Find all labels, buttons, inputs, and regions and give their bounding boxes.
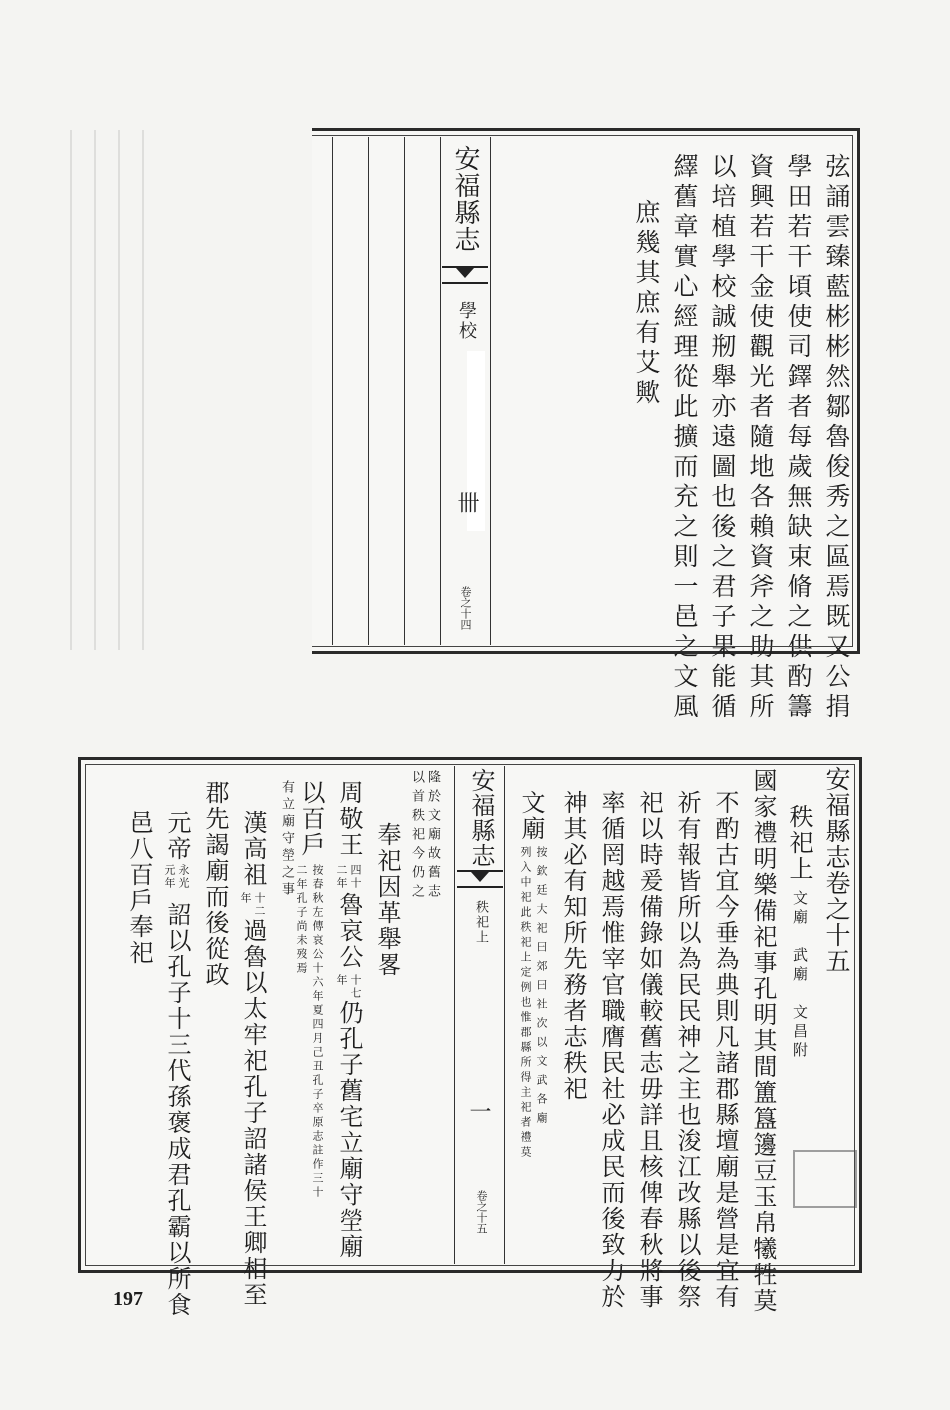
top-text-column-4: 以培植學校誠剏舉亦遠圖也後之君子果能循	[708, 153, 737, 723]
top-margin-title: 安福縣志	[450, 145, 480, 253]
wenmiao-note-d: 以首秩祀今仍之	[409, 770, 424, 903]
history-limiao: 有立廟守塋之事	[279, 780, 294, 899]
history-lu-note-b: 年	[335, 974, 348, 987]
top-text-column-2: 學田若干頃使司鐸者每歲無缺束脩之供酌籌	[784, 153, 813, 723]
top-page	[312, 128, 860, 723]
top-empty-rule-1	[332, 137, 333, 645]
page-number: 197	[113, 1288, 143, 1310]
bottom-text-column-6: 神其必有知所先務者志秩祀	[559, 790, 587, 1102]
bottom-margin-folio: 一	[466, 1100, 491, 1124]
top-margin-section: 學校	[456, 301, 477, 341]
bottom-margin-section: 秩祀上	[473, 900, 488, 945]
bleed-through-shadow	[70, 130, 165, 650]
history-yi-babaihu: 邑八百戶奉祀	[125, 810, 153, 966]
history-zhou-note-a: 四十	[349, 864, 362, 890]
top-empty-rule-2	[368, 137, 369, 645]
top-text-column-3: 資興若干金使觀光者隨地各賴資斧之助其所	[746, 153, 775, 723]
history-han-note-b: 年	[239, 892, 252, 905]
bottom-fish-tail-ornament	[457, 870, 503, 888]
history-lu-note-a: 十七	[349, 974, 362, 1000]
history-han-note-a: 十二	[253, 892, 266, 918]
bottom-heading-subtitle-items: 文廟 武廟 文昌附	[791, 890, 809, 1061]
history-yuandi-note-b: 元年	[163, 864, 176, 890]
library-seal-stamp	[793, 1150, 857, 1208]
history-yuandi: 元帝	[163, 810, 191, 862]
top-text-column-1: 弦誦雲臻藍彬彬然鄒魯俊秀之區焉既又公捐	[822, 153, 851, 723]
bottom-text-column-3: 祈有報皆所以為民民神之主也浚江改縣以後祭	[673, 790, 701, 1310]
history-han-gaozu: 漢高祖	[239, 810, 267, 888]
bottom-heading-subtitle: 秩祀上	[785, 804, 813, 882]
bottom-text-column-2: 不酌古宜今垂為典則凡諸郡縣壇廟是營是宜有	[711, 790, 739, 1310]
history-lu-aigong: 魯哀公	[335, 892, 363, 970]
bottom-margin-volume: 卷之十五	[475, 1190, 488, 1234]
top-text-column-6: 庶幾其庶有艾歟	[632, 199, 661, 409]
history-baihu-note-a: 按春秋左傳哀公十六年夏四月己丑孔子卒原志註作三十	[311, 864, 324, 1200]
history-junxian: 郡先謁廟而後從政	[201, 780, 229, 988]
history-baihu-note-b: 二年孔子尚未歿焉	[295, 864, 308, 976]
history-zhou-note-b: 二年	[335, 864, 348, 890]
top-text-column-5: 繹舊章實心經理從此擴而充之則一邑之文風	[670, 153, 699, 723]
top-margin-volume: 卷之十四	[459, 586, 472, 630]
wenmiao-note-c: 隆於文廟故舊志	[425, 770, 440, 903]
wenmiao-title: 文廟	[517, 790, 545, 842]
history-zhou-continuation: 仍孔子舊宅立廟守塋廟	[335, 1000, 363, 1260]
bottom-margin-title: 安福縣志	[467, 768, 495, 868]
history-heading: 奉祀因革舉畧	[373, 822, 401, 978]
top-empty-rule-3	[404, 137, 405, 645]
history-yuandi-continuation: 詔以孔子十三代孫褒成君孔霸以所食	[163, 902, 191, 1318]
top-margin-rule-left	[440, 137, 441, 645]
wenmiao-note-b: 列入中祀此秩祀上定例也惟郡縣所得主祀者禮莫	[519, 846, 532, 1161]
bottom-margin-rule-right	[504, 766, 505, 1264]
bottom-text-column-5: 率循罔越焉惟宰官職膺民社必成民而後致力於	[597, 790, 625, 1310]
top-fish-tail-ornament	[442, 266, 488, 284]
bottom-text-column-4: 祀以時爰備錄如儀較舊志毋詳且核俾春秋將事	[635, 790, 663, 1310]
wenmiao-note-a: 按欽廷大祀曰郊曰社次以文武各廟	[535, 846, 548, 1131]
top-margin-folio: 卌	[454, 491, 479, 515]
history-baihu: 以百戶	[297, 780, 325, 858]
bottom-margin-rule-left	[454, 766, 455, 1264]
top-margin-rule-right	[490, 137, 491, 645]
history-zhou-jingwang: 周敬王	[335, 780, 363, 858]
bottom-heading-title: 安福縣志卷之十五	[822, 766, 851, 974]
history-han-continuation: 過魯以太牢祀孔子詔諸侯王卿相至	[239, 918, 267, 1308]
bottom-text-column-1: 國家禮明樂備祀事孔明其間簠簋籩豆玉帛犧牲莫	[749, 768, 777, 1314]
history-yuandi-note-a: 永光	[177, 864, 190, 890]
